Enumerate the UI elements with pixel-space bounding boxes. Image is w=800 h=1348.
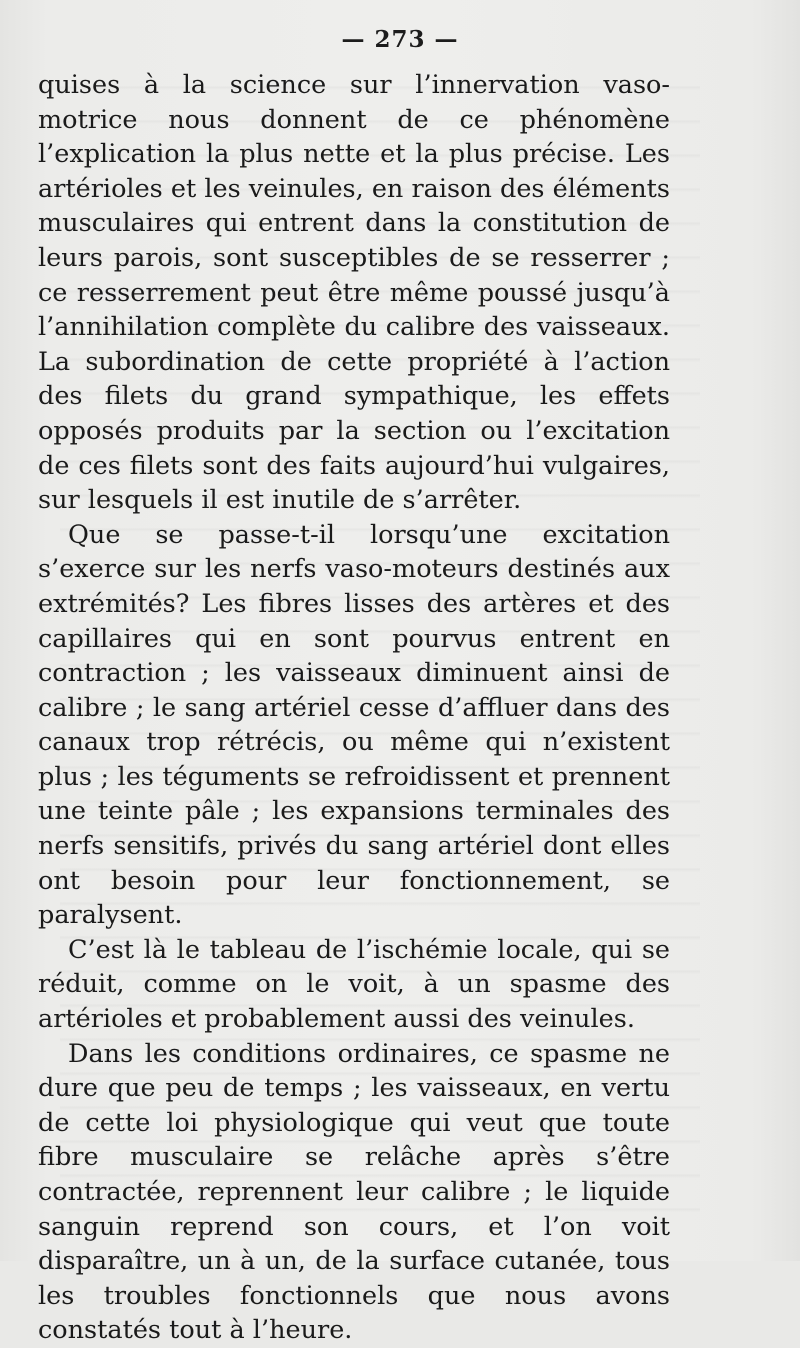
paragraph-continuation: quises à la science sur l’innervation vaso-motrice nous donnent de ce phénomène l’explication la plus nette et la plus précise. Les artérioles et les veinules, en raison des éléments musculaires qui entrent dans la constitution de leurs parois, sont susceptibles de se resserrer ; ce resserrement peut être même poussé jusqu’à l’annihilation complète du calibre des vaisseaux. La subordination de cette propriété à l’action des filets du grand sympathique, les effets opposés produits par la section ou l’excitation de ces filets sont des faits aujourd’hui vulgaires, sur lesquels il est inutile de s’arrêter.: [38, 70, 670, 516]
paragraph-conditions: Dans les conditions ordinaires, ce spasme ne dure que peu de temps ; les vaisseaux, en vertu de cette loi physiologique qui veut que toute fibre musculaire se relâche après s’être contractée, reprennent leur calibre ; le liquide sanguin reprend son cours, et l’on voit disparaître, un à un, de la surface cutanée, tous les troubles fonctionnels que nous avons constatés tout à l’heure.: [38, 1038, 670, 1346]
paragraph-excitation: Que se passe-t-il lorsqu’une excitation s’exerce sur les nerfs vaso-moteurs destinés aux extrémités? Les fibres lisses des artères et des capillaires qui en sont pourvus entrent en contraction ; les vaisseaux diminuent ainsi de calibre ; le sang artériel cesse d’affluer dans des canaux trop rétrécis, ou même qui n’existent plus ; les téguments se refroidissent et prennent une teinte pâle ; les expansions terminales des nerfs sensitifs, privés du sang artériel dont elles ont besoin pour leur fonctionnement, se paralysent.: [38, 519, 670, 931]
paragraph-ischemie: C’est là le tableau de l’ischémie locale, qui se réduit, comme on le voit, à un spasme des artérioles et probablement aussi des veinules.: [38, 934, 670, 1035]
page-number: — 273 —: [341, 26, 459, 53]
page-body: [38, 68, 670, 1348]
